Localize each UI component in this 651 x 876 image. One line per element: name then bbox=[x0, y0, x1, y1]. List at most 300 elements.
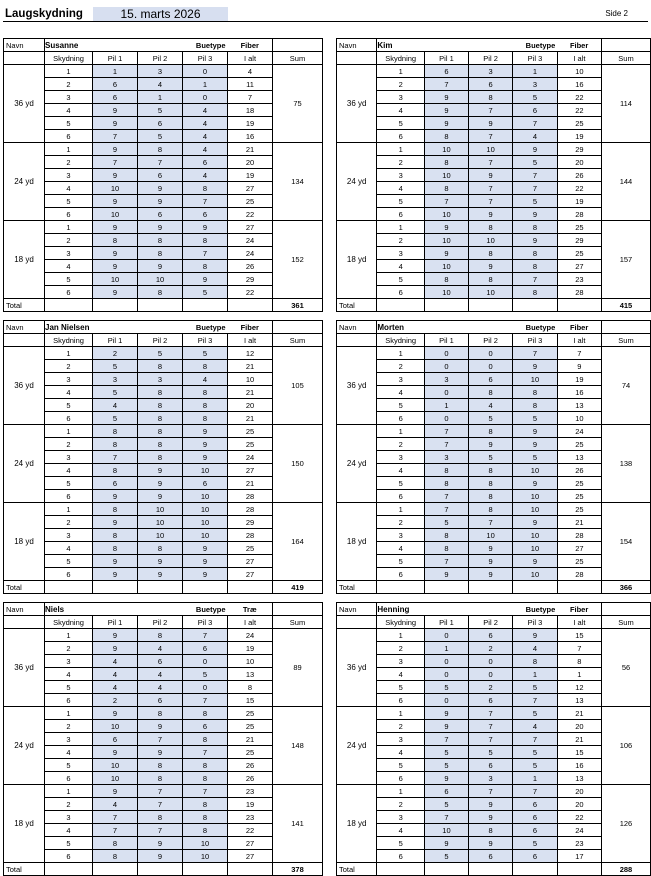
pil1-score[interactable]: 6 bbox=[93, 477, 138, 490]
pil1-score[interactable]: 5 bbox=[424, 681, 468, 694]
pil2-score[interactable]: 5 bbox=[138, 130, 183, 143]
pil3-score[interactable]: 9 bbox=[513, 208, 558, 221]
pil2-score[interactable]: 5 bbox=[469, 412, 513, 425]
pil2-score[interactable]: 8 bbox=[469, 503, 513, 516]
pil3-score[interactable]: 6 bbox=[513, 811, 558, 824]
pil1-score[interactable]: 5 bbox=[424, 516, 468, 529]
pil3-score[interactable]: 9 bbox=[183, 451, 228, 464]
pil2-score[interactable]: 8 bbox=[469, 425, 513, 438]
pil3-score[interactable]: 7 bbox=[183, 694, 228, 707]
pil1-score[interactable]: 9 bbox=[424, 247, 468, 260]
pil2-score[interactable]: 8 bbox=[469, 490, 513, 503]
pil3-score[interactable]: 10 bbox=[513, 568, 558, 581]
pil3-score[interactable]: 0 bbox=[183, 91, 228, 104]
pil3-score[interactable]: 4 bbox=[513, 720, 558, 733]
shooter-name[interactable]: Morten bbox=[377, 321, 513, 334]
pil3-score[interactable]: 6 bbox=[183, 156, 228, 169]
pil3-score[interactable]: 4 bbox=[513, 130, 558, 143]
pil2-score[interactable]: 5 bbox=[138, 104, 183, 117]
pil1-score[interactable]: 9 bbox=[93, 195, 138, 208]
shooter-name[interactable]: Niels bbox=[45, 603, 183, 616]
pil3-score[interactable]: 9 bbox=[513, 629, 558, 642]
pil2-score[interactable]: 8 bbox=[138, 811, 183, 824]
pil1-score[interactable]: 4 bbox=[93, 681, 138, 694]
pil1-score[interactable]: 9 bbox=[424, 720, 468, 733]
pil3-score[interactable]: 5 bbox=[183, 347, 228, 360]
pil2-score[interactable]: 9 bbox=[469, 555, 513, 568]
pil1-score[interactable]: 9 bbox=[93, 169, 138, 182]
pil2-score[interactable]: 9 bbox=[469, 837, 513, 850]
pil2-score[interactable]: 9 bbox=[138, 260, 183, 273]
pil1-score[interactable]: 9 bbox=[93, 247, 138, 260]
bow-type[interactable]: Fiber bbox=[557, 321, 601, 334]
pil3-score[interactable]: 7 bbox=[513, 733, 558, 746]
pil1-score[interactable]: 8 bbox=[424, 477, 468, 490]
pil1-score[interactable]: 10 bbox=[424, 169, 468, 182]
pil2-score[interactable]: 8 bbox=[138, 386, 183, 399]
pil1-score[interactable]: 6 bbox=[424, 785, 468, 798]
pil2-score[interactable]: 7 bbox=[138, 156, 183, 169]
pil3-score[interactable]: 10 bbox=[183, 464, 228, 477]
pil3-score[interactable]: 7 bbox=[513, 182, 558, 195]
pil3-score[interactable]: 4 bbox=[183, 104, 228, 117]
pil1-score[interactable]: 0 bbox=[424, 668, 468, 681]
pil2-score[interactable]: 6 bbox=[138, 117, 183, 130]
pil3-score[interactable]: 6 bbox=[513, 798, 558, 811]
pil1-score[interactable]: 1 bbox=[424, 642, 468, 655]
pil2-score[interactable]: 3 bbox=[469, 772, 513, 785]
pil2-score[interactable]: 8 bbox=[138, 772, 183, 785]
pil1-score[interactable]: 10 bbox=[93, 772, 138, 785]
pil1-score[interactable]: 9 bbox=[93, 555, 138, 568]
bow-type[interactable]: Fiber bbox=[557, 39, 601, 52]
pil1-score[interactable]: 9 bbox=[93, 746, 138, 759]
pil1-score[interactable]: 1 bbox=[93, 65, 138, 78]
pil2-score[interactable]: 7 bbox=[138, 798, 183, 811]
pil1-score[interactable]: 9 bbox=[424, 117, 468, 130]
pil2-score[interactable]: 10 bbox=[138, 529, 183, 542]
pil1-score[interactable]: 10 bbox=[424, 260, 468, 273]
pil1-score[interactable]: 1 bbox=[424, 399, 468, 412]
pil1-score[interactable]: 9 bbox=[93, 785, 138, 798]
pil2-score[interactable]: 9 bbox=[138, 555, 183, 568]
pil1-score[interactable]: 7 bbox=[424, 195, 468, 208]
pil3-score[interactable]: 10 bbox=[183, 490, 228, 503]
pil3-score[interactable]: 10 bbox=[183, 837, 228, 850]
pil1-score[interactable]: 6 bbox=[93, 78, 138, 91]
pil1-score[interactable]: 0 bbox=[424, 360, 468, 373]
pil1-score[interactable]: 6 bbox=[93, 733, 138, 746]
pil1-score[interactable]: 0 bbox=[424, 694, 468, 707]
pil3-score[interactable]: 4 bbox=[513, 642, 558, 655]
pil2-score[interactable]: 8 bbox=[469, 273, 513, 286]
pil2-score[interactable]: 9 bbox=[138, 837, 183, 850]
pil3-score[interactable]: 1 bbox=[513, 668, 558, 681]
pil2-score[interactable]: 8 bbox=[138, 451, 183, 464]
pil1-score[interactable]: 8 bbox=[93, 464, 138, 477]
pil2-score[interactable]: 4 bbox=[138, 78, 183, 91]
pil3-score[interactable]: 9 bbox=[183, 568, 228, 581]
pil3-score[interactable]: 5 bbox=[513, 759, 558, 772]
pil2-score[interactable]: 9 bbox=[138, 490, 183, 503]
pil2-score[interactable]: 6 bbox=[138, 208, 183, 221]
pil2-score[interactable]: 8 bbox=[138, 399, 183, 412]
pil2-score[interactable]: 7 bbox=[469, 156, 513, 169]
pil2-score[interactable]: 5 bbox=[469, 746, 513, 759]
pil3-score[interactable]: 9 bbox=[183, 542, 228, 555]
pil1-score[interactable]: 10 bbox=[93, 182, 138, 195]
pil1-score[interactable]: 10 bbox=[93, 273, 138, 286]
pil1-score[interactable]: 7 bbox=[93, 451, 138, 464]
pil2-score[interactable]: 7 bbox=[469, 182, 513, 195]
pil1-score[interactable]: 7 bbox=[424, 78, 468, 91]
pil2-score[interactable]: 6 bbox=[469, 373, 513, 386]
pil2-score[interactable]: 9 bbox=[469, 260, 513, 273]
pil2-score[interactable]: 8 bbox=[138, 360, 183, 373]
pil2-score[interactable]: 9 bbox=[469, 811, 513, 824]
pil3-score[interactable]: 9 bbox=[183, 273, 228, 286]
pil1-score[interactable]: 10 bbox=[93, 759, 138, 772]
shooter-name[interactable]: Jan Nielsen bbox=[45, 321, 183, 334]
pil1-score[interactable]: 9 bbox=[93, 260, 138, 273]
pil2-score[interactable]: 7 bbox=[469, 516, 513, 529]
pil1-score[interactable]: 4 bbox=[93, 798, 138, 811]
pil2-score[interactable]: 10 bbox=[138, 273, 183, 286]
pil1-score[interactable]: 0 bbox=[424, 412, 468, 425]
pil3-score[interactable]: 9 bbox=[513, 143, 558, 156]
pil2-score[interactable]: 4 bbox=[469, 399, 513, 412]
pil2-score[interactable]: 10 bbox=[469, 143, 513, 156]
pil2-score[interactable]: 0 bbox=[469, 668, 513, 681]
pil1-score[interactable]: 8 bbox=[93, 503, 138, 516]
pil3-score[interactable]: 9 bbox=[513, 425, 558, 438]
pil3-score[interactable]: 4 bbox=[183, 130, 228, 143]
pil2-score[interactable]: 0 bbox=[469, 347, 513, 360]
pil2-score[interactable]: 8 bbox=[138, 759, 183, 772]
pil2-score[interactable]: 8 bbox=[138, 629, 183, 642]
pil2-score[interactable]: 8 bbox=[138, 143, 183, 156]
shooter-name[interactable]: Susanne bbox=[45, 39, 183, 52]
pil2-score[interactable]: 8 bbox=[138, 707, 183, 720]
pil3-score[interactable]: 8 bbox=[513, 247, 558, 260]
pil3-score[interactable]: 8 bbox=[183, 772, 228, 785]
pil2-score[interactable]: 3 bbox=[469, 65, 513, 78]
pil1-score[interactable]: 9 bbox=[424, 837, 468, 850]
pil3-score[interactable]: 8 bbox=[183, 360, 228, 373]
pil2-score[interactable]: 9 bbox=[469, 568, 513, 581]
pil3-score[interactable]: 10 bbox=[513, 490, 558, 503]
pil2-score[interactable]: 9 bbox=[469, 438, 513, 451]
pil2-score[interactable]: 7 bbox=[469, 785, 513, 798]
pil1-score[interactable]: 8 bbox=[424, 542, 468, 555]
pil1-score[interactable]: 7 bbox=[424, 425, 468, 438]
shooter-name[interactable]: Henning bbox=[377, 603, 513, 616]
pil3-score[interactable]: 0 bbox=[183, 655, 228, 668]
pil2-score[interactable]: 9 bbox=[138, 477, 183, 490]
pil2-score[interactable]: 6 bbox=[138, 694, 183, 707]
pil1-score[interactable]: 4 bbox=[93, 655, 138, 668]
pil3-score[interactable]: 7 bbox=[513, 117, 558, 130]
pil1-score[interactable]: 9 bbox=[93, 516, 138, 529]
pil1-score[interactable]: 10 bbox=[93, 720, 138, 733]
pil2-score[interactable]: 7 bbox=[469, 720, 513, 733]
pil3-score[interactable]: 8 bbox=[183, 234, 228, 247]
pil3-score[interactable]: 9 bbox=[513, 516, 558, 529]
pil2-score[interactable]: 8 bbox=[469, 221, 513, 234]
pil2-score[interactable]: 9 bbox=[138, 850, 183, 863]
pil1-score[interactable]: 5 bbox=[424, 798, 468, 811]
pil2-score[interactable]: 8 bbox=[469, 247, 513, 260]
pil1-score[interactable]: 9 bbox=[93, 629, 138, 642]
pil1-score[interactable]: 7 bbox=[93, 156, 138, 169]
pil3-score[interactable]: 7 bbox=[183, 195, 228, 208]
pil3-score[interactable]: 0 bbox=[183, 65, 228, 78]
pil2-score[interactable]: 9 bbox=[469, 169, 513, 182]
pil1-score[interactable]: 8 bbox=[424, 273, 468, 286]
pil3-score[interactable]: 8 bbox=[513, 260, 558, 273]
pil1-score[interactable]: 7 bbox=[93, 130, 138, 143]
pil1-score[interactable]: 5 bbox=[93, 386, 138, 399]
pil2-score[interactable]: 9 bbox=[138, 568, 183, 581]
pil1-score[interactable]: 8 bbox=[93, 542, 138, 555]
pil2-score[interactable]: 9 bbox=[469, 542, 513, 555]
pil2-score[interactable]: 10 bbox=[138, 516, 183, 529]
pil3-score[interactable]: 9 bbox=[183, 555, 228, 568]
pil3-score[interactable]: 9 bbox=[513, 360, 558, 373]
pil1-score[interactable]: 7 bbox=[424, 555, 468, 568]
bow-type[interactable]: Fiber bbox=[557, 603, 601, 616]
pil3-score[interactable]: 8 bbox=[183, 707, 228, 720]
pil2-score[interactable]: 7 bbox=[469, 195, 513, 208]
pil3-score[interactable]: 9 bbox=[513, 555, 558, 568]
pil3-score[interactable]: 9 bbox=[183, 221, 228, 234]
pil1-score[interactable]: 10 bbox=[424, 143, 468, 156]
pil3-score[interactable]: 9 bbox=[513, 234, 558, 247]
pil2-score[interactable]: 0 bbox=[469, 655, 513, 668]
pil3-score[interactable]: 5 bbox=[513, 707, 558, 720]
pil3-score[interactable]: 10 bbox=[513, 373, 558, 386]
pil2-score[interactable]: 3 bbox=[138, 65, 183, 78]
pil2-score[interactable]: 4 bbox=[138, 681, 183, 694]
pil2-score[interactable]: 8 bbox=[138, 542, 183, 555]
pil1-score[interactable]: 3 bbox=[93, 373, 138, 386]
pil1-score[interactable]: 2 bbox=[93, 347, 138, 360]
pil1-score[interactable]: 10 bbox=[424, 208, 468, 221]
pil1-score[interactable]: 5 bbox=[424, 746, 468, 759]
pil3-score[interactable]: 8 bbox=[183, 399, 228, 412]
pil2-score[interactable]: 7 bbox=[138, 733, 183, 746]
pil3-score[interactable]: 8 bbox=[513, 655, 558, 668]
pil3-score[interactable]: 8 bbox=[513, 221, 558, 234]
pil2-score[interactable]: 9 bbox=[138, 221, 183, 234]
pil3-score[interactable]: 7 bbox=[183, 629, 228, 642]
pil1-score[interactable]: 0 bbox=[424, 655, 468, 668]
pil2-score[interactable]: 9 bbox=[469, 208, 513, 221]
pil3-score[interactable]: 5 bbox=[183, 286, 228, 299]
pil2-score[interactable]: 8 bbox=[138, 286, 183, 299]
pil3-score[interactable]: 6 bbox=[513, 824, 558, 837]
pil1-score[interactable]: 9 bbox=[424, 91, 468, 104]
pil3-score[interactable]: 5 bbox=[183, 668, 228, 681]
pil3-score[interactable]: 8 bbox=[513, 386, 558, 399]
pil3-score[interactable]: 4 bbox=[183, 373, 228, 386]
pil2-score[interactable]: 9 bbox=[138, 182, 183, 195]
pil3-score[interactable]: 6 bbox=[183, 720, 228, 733]
pil3-score[interactable]: 10 bbox=[513, 464, 558, 477]
pil3-score[interactable]: 4 bbox=[183, 169, 228, 182]
pil2-score[interactable]: 10 bbox=[469, 286, 513, 299]
pil2-score[interactable]: 8 bbox=[138, 247, 183, 260]
pil1-score[interactable]: 9 bbox=[93, 143, 138, 156]
pil3-score[interactable]: 5 bbox=[513, 156, 558, 169]
pil1-score[interactable]: 9 bbox=[93, 490, 138, 503]
pil2-score[interactable]: 6 bbox=[469, 78, 513, 91]
pil1-score[interactable]: 9 bbox=[424, 104, 468, 117]
shooter-name[interactable]: Kim bbox=[377, 39, 513, 52]
pil3-score[interactable]: 1 bbox=[513, 65, 558, 78]
pil1-score[interactable]: 5 bbox=[93, 412, 138, 425]
pil2-score[interactable]: 9 bbox=[469, 117, 513, 130]
pil2-score[interactable]: 6 bbox=[469, 850, 513, 863]
pil2-score[interactable]: 6 bbox=[138, 169, 183, 182]
pil2-score[interactable]: 3 bbox=[138, 373, 183, 386]
pil1-score[interactable]: 9 bbox=[93, 568, 138, 581]
pil2-score[interactable]: 9 bbox=[469, 798, 513, 811]
pil3-score[interactable]: 8 bbox=[183, 733, 228, 746]
pil3-score[interactable]: 5 bbox=[513, 451, 558, 464]
pil1-score[interactable]: 7 bbox=[424, 503, 468, 516]
pil2-score[interactable]: 9 bbox=[138, 746, 183, 759]
pil3-score[interactable]: 1 bbox=[513, 772, 558, 785]
pil2-score[interactable]: 8 bbox=[469, 464, 513, 477]
pil3-score[interactable]: 9 bbox=[183, 425, 228, 438]
pil3-score[interactable]: 7 bbox=[183, 785, 228, 798]
pil3-score[interactable]: 7 bbox=[513, 785, 558, 798]
pil3-score[interactable]: 9 bbox=[513, 438, 558, 451]
pil1-score[interactable]: 9 bbox=[93, 642, 138, 655]
pil1-score[interactable]: 8 bbox=[93, 425, 138, 438]
pil1-score[interactable]: 8 bbox=[424, 156, 468, 169]
pil1-score[interactable]: 8 bbox=[424, 529, 468, 542]
pil2-score[interactable]: 4 bbox=[138, 642, 183, 655]
pil2-score[interactable]: 8 bbox=[469, 824, 513, 837]
pil2-score[interactable]: 2 bbox=[469, 681, 513, 694]
pil2-score[interactable]: 0 bbox=[469, 360, 513, 373]
pil2-score[interactable]: 8 bbox=[138, 438, 183, 451]
pil3-score[interactable]: 10 bbox=[183, 850, 228, 863]
pil1-score[interactable]: 9 bbox=[93, 104, 138, 117]
pil2-score[interactable]: 8 bbox=[138, 234, 183, 247]
pil2-score[interactable]: 8 bbox=[138, 425, 183, 438]
pil3-score[interactable]: 8 bbox=[183, 811, 228, 824]
pil1-score[interactable]: 2 bbox=[93, 694, 138, 707]
pil3-score[interactable]: 8 bbox=[183, 182, 228, 195]
pil1-score[interactable]: 8 bbox=[93, 529, 138, 542]
pil3-score[interactable]: 6 bbox=[513, 104, 558, 117]
pil3-score[interactable]: 6 bbox=[183, 642, 228, 655]
pil3-score[interactable]: 10 bbox=[513, 503, 558, 516]
pil1-score[interactable]: 10 bbox=[424, 286, 468, 299]
pil1-score[interactable]: 8 bbox=[93, 438, 138, 451]
pil3-score[interactable]: 6 bbox=[183, 208, 228, 221]
pil1-score[interactable]: 7 bbox=[424, 811, 468, 824]
pil2-score[interactable]: 6 bbox=[469, 759, 513, 772]
pil1-score[interactable]: 7 bbox=[424, 490, 468, 503]
pil3-score[interactable]: 8 bbox=[183, 824, 228, 837]
pil2-score[interactable]: 8 bbox=[469, 477, 513, 490]
pil3-score[interactable]: 5 bbox=[513, 837, 558, 850]
pil1-score[interactable]: 0 bbox=[424, 347, 468, 360]
bow-type[interactable]: Fiber bbox=[228, 39, 273, 52]
pil1-score[interactable]: 7 bbox=[424, 438, 468, 451]
pil1-score[interactable]: 0 bbox=[424, 386, 468, 399]
pil1-score[interactable]: 3 bbox=[424, 451, 468, 464]
pil3-score[interactable]: 10 bbox=[183, 529, 228, 542]
pil2-score[interactable]: 10 bbox=[469, 529, 513, 542]
pil1-score[interactable]: 10 bbox=[424, 234, 468, 247]
pil3-score[interactable]: 7 bbox=[183, 746, 228, 759]
pil1-score[interactable]: 7 bbox=[424, 733, 468, 746]
pil2-score[interactable]: 7 bbox=[138, 824, 183, 837]
pil3-score[interactable]: 4 bbox=[183, 117, 228, 130]
bow-type[interactable]: Fiber bbox=[228, 321, 273, 334]
pil1-score[interactable]: 6 bbox=[93, 91, 138, 104]
pil1-score[interactable]: 3 bbox=[424, 373, 468, 386]
pil2-score[interactable]: 10 bbox=[138, 503, 183, 516]
pil2-score[interactable]: 7 bbox=[469, 130, 513, 143]
pil3-score[interactable]: 7 bbox=[183, 247, 228, 260]
pil3-score[interactable]: 5 bbox=[513, 195, 558, 208]
pil3-score[interactable]: 8 bbox=[183, 386, 228, 399]
pil1-score[interactable]: 5 bbox=[424, 759, 468, 772]
pil3-score[interactable]: 10 bbox=[183, 516, 228, 529]
pil3-score[interactable]: 7 bbox=[513, 169, 558, 182]
pil3-score[interactable]: 6 bbox=[513, 850, 558, 863]
pil1-score[interactable]: 9 bbox=[424, 707, 468, 720]
pil3-score[interactable]: 5 bbox=[513, 681, 558, 694]
pil1-score[interactable]: 7 bbox=[93, 824, 138, 837]
pil1-score[interactable]: 8 bbox=[424, 130, 468, 143]
pil1-score[interactable]: 6 bbox=[424, 65, 468, 78]
pil3-score[interactable]: 7 bbox=[513, 347, 558, 360]
pil1-score[interactable]: 9 bbox=[93, 221, 138, 234]
pil2-score[interactable]: 7 bbox=[469, 707, 513, 720]
pil3-score[interactable]: 8 bbox=[513, 399, 558, 412]
pil3-score[interactable]: 5 bbox=[513, 412, 558, 425]
pil1-score[interactable]: 5 bbox=[424, 850, 468, 863]
pil3-score[interactable]: 8 bbox=[183, 412, 228, 425]
pil3-score[interactable]: 5 bbox=[513, 91, 558, 104]
pil3-score[interactable]: 1 bbox=[183, 78, 228, 91]
pil2-score[interactable]: 5 bbox=[138, 347, 183, 360]
pil3-score[interactable]: 8 bbox=[513, 286, 558, 299]
pil1-score[interactable]: 8 bbox=[424, 464, 468, 477]
pil3-score[interactable]: 10 bbox=[513, 542, 558, 555]
pil1-score[interactable]: 9 bbox=[424, 221, 468, 234]
pil3-score[interactable]: 3 bbox=[513, 78, 558, 91]
date-field[interactable]: 15. marts 2026 bbox=[93, 7, 228, 21]
pil3-score[interactable]: 0 bbox=[183, 681, 228, 694]
pil2-score[interactable]: 6 bbox=[138, 655, 183, 668]
pil2-score[interactable]: 8 bbox=[469, 386, 513, 399]
bow-type[interactable]: Træ bbox=[228, 603, 273, 616]
pil3-score[interactable]: 4 bbox=[183, 143, 228, 156]
pil1-score[interactable]: 0 bbox=[424, 629, 468, 642]
pil2-score[interactable]: 10 bbox=[469, 234, 513, 247]
pil1-score[interactable]: 8 bbox=[93, 850, 138, 863]
pil3-score[interactable]: 10 bbox=[513, 529, 558, 542]
pil2-score[interactable]: 1 bbox=[138, 91, 183, 104]
